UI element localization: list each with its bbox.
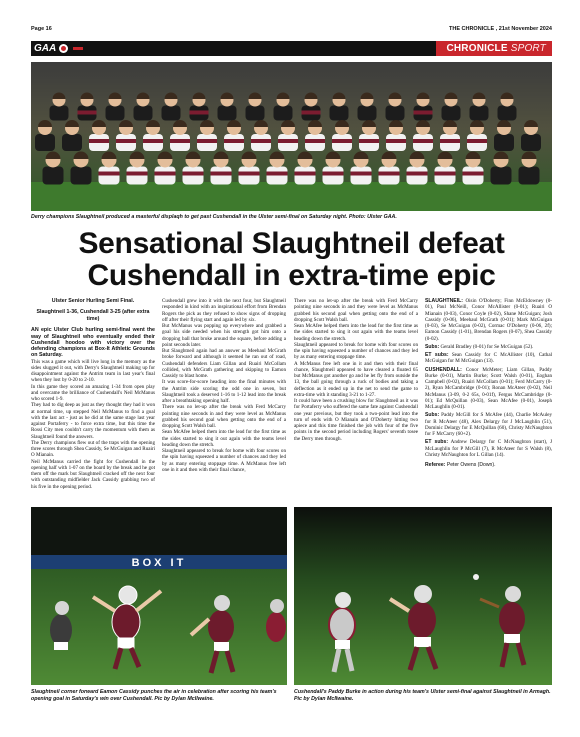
article-paragraph: In this game they scored an amazing 1-34 from open play and overcame the brilliance of Cushendall's Neil McManus who scored 1-9. xyxy=(31,383,155,403)
team-player-figure xyxy=(491,167,512,185)
article-paragraph: It was score-for-score heading into the final minutes with the Antrim side scoring the odd one in seven, but Slaughtneil took a deserved 1-16 to 1-12 lead into the break after a breathtaking opening half. xyxy=(162,379,286,404)
article-paragraph: Sean McAfee helped them into the lead for the first time as the sides started to sing it out again with the teams level heading down the stretch. xyxy=(162,429,286,448)
jersey-band xyxy=(89,139,109,143)
burke-image xyxy=(294,507,552,685)
article-paragraph: But Slaughtneil again had an answer as Meehaul McGrath broke forward and although it seemed he ran out of road, Cushendall defenders Liam Gillan and Ruairi McCollam collided, with McGrath gathering and skipping to Eamon Cassidy to blast home. xyxy=(162,348,286,379)
cushendall-subs xyxy=(425,412,552,437)
jersey-band xyxy=(302,111,321,115)
jersey-band xyxy=(414,111,433,115)
headline-line-1: Sensational Slaughtneil defeat xyxy=(78,227,505,260)
jersey-band xyxy=(435,172,456,176)
team-player-figure xyxy=(470,106,489,121)
burke-caption: Cushendall's Paddy Burke in action during his team's Ulster semi-final against Slaughtneil in Armagh. Pic by Dylan McIlwaine. xyxy=(294,689,551,702)
jersey-band xyxy=(78,111,97,115)
referee-label: Referee: xyxy=(425,462,446,468)
team-photo xyxy=(31,62,552,211)
jersey-band xyxy=(211,172,232,176)
team-player-figure xyxy=(162,106,181,121)
jersey-band xyxy=(278,139,298,143)
jersey-band xyxy=(127,172,148,176)
chronicle-sport-brand xyxy=(436,41,552,56)
team-player-figure xyxy=(494,134,514,151)
kicker: Ulster Senior Hurling Semi Final. xyxy=(51,298,135,304)
jersey-band xyxy=(386,139,406,143)
team-photo-caption: Derry champions Slaughtneil produced a masterful displaqh to get past Cushendall in the Ulster semi-final on Saturday night. Photo: Ulster GAA. xyxy=(31,214,397,220)
brand-main: CHRONICLE xyxy=(446,43,508,54)
page-number: Page 16 xyxy=(31,26,52,32)
lineup-label: SLAUGHTNEIL: xyxy=(425,298,463,304)
jersey-band xyxy=(413,139,433,143)
slaughtneil-subs xyxy=(425,344,552,350)
lineup-players: Oisin O'Doherty; Finn McEldowney (0-01), Paul McNeill, Conor McAllister (0-01); Ruairi O Mianain (0-03), Conor Coyle (0-02), Shane McGuigan; Josh Cassidy (0-06), Meehaul McGrath (0-01); Mark McGuigan (0-03), Se McGuigan (0-02), Cormac O'Doherty (0-06, 2f); Eamon Cassidy (1-01), Brendan Rogers (0-07), Shea Cassidy (0-02). xyxy=(425,298,553,342)
slaughtneil-lineup xyxy=(425,298,552,342)
subs-players: Gerald Bradley (0-01) for Se McGuigan (52). xyxy=(440,343,534,350)
jersey-band xyxy=(467,139,487,143)
article-column-1 xyxy=(31,298,155,490)
article-paragraph: Slaughtneil appeared to break for home with four scores on the spin having squeezed a number of chances and they led by as many entering stoppage time. xyxy=(294,341,418,361)
team-player-figure xyxy=(71,167,92,185)
jersey-band xyxy=(305,139,325,143)
hurl-icon xyxy=(73,47,83,50)
et-subs-players: Andrew Delargy for C McNaughton (start), J McLaughlin for P McGill (7), R McAteer for S Walsh (8), Christy McNaughton for L Gillan (14). xyxy=(425,439,552,458)
article-paragraph: Sean McAfee helped them into the lead for the first time as the sides started to sing it out again with the teams level heading down the stretch. xyxy=(294,323,418,342)
slaughtneil-et-subs xyxy=(425,352,552,365)
jersey-band xyxy=(440,139,460,143)
jersey-band xyxy=(379,172,400,176)
lineup-label: CUSHENDALL: xyxy=(425,366,462,373)
team-player-figure xyxy=(330,106,349,121)
jersey-band xyxy=(295,172,316,176)
cushendall-lineup xyxy=(425,367,552,411)
team-player-figure xyxy=(35,134,55,151)
jersey-band xyxy=(170,139,190,143)
brand-sport: SPORT xyxy=(510,43,546,54)
team-lineups xyxy=(425,298,552,470)
action-photo-celebration xyxy=(31,507,287,685)
article-paragraph: Cushendall grew into it with the next four, but Slaughtneil responded in kind with an inspirational effort from Brendan Rogers the pick as they refused to show signs of dropping off after their flying start and again led by six. xyxy=(162,298,286,323)
lineup-players: Conor McMeter; Liam Gillan, Paddy Burke (0-01), Martin Burke; Scott Walsh (0-01), Eoghan Campbell (0-02), Ruairi McCollam (0-01); Ferd McCarry (0-2), Ryan McCambridge (0-01); Ronan McAteer (0-02), Neil McManus (3-09, 0-2 65s, 0-01f), Fergus McCambridge (0-01); Ed McQuillan (0-03), Sean McAfee (0-01), Joseph McLaughlin (0-01). xyxy=(425,366,552,410)
jersey-band xyxy=(224,139,244,143)
referee-name: Peter Owens (Down). xyxy=(446,462,496,468)
jersey-band xyxy=(332,139,352,143)
team-player-figure xyxy=(358,106,377,121)
team-photo-image xyxy=(31,62,552,211)
masthead: THE CHRONICLE , 21st November 2024 xyxy=(448,26,552,32)
celebration-caption: Slaughtneil corner forward Eamon Cassidy punches the air in celebration after scoring his team's opening goal in Saturday's win over Cushendall. Pic by Dylan McIlwaine. xyxy=(31,689,277,702)
article-paragraph: Slaughtneil appeared to break for home with four scores on the spin having squeezed a number of chances and they led by as many entering stoppage time. A McManus free left one in it and then with their final chance, xyxy=(162,448,286,473)
jersey-band xyxy=(239,172,260,176)
jersey-band xyxy=(351,172,372,176)
jersey-band xyxy=(359,139,379,143)
jersey-band xyxy=(116,139,136,143)
team-player-figure xyxy=(521,134,541,151)
team-player-figure xyxy=(442,106,461,121)
team-player-figure xyxy=(134,106,153,121)
headline-line-2: Cushendall in extra-time epic xyxy=(87,259,496,292)
team-player-figure xyxy=(43,167,64,185)
subs-label: Subs: xyxy=(425,412,440,419)
stadium-board-text: BOX IT xyxy=(131,557,187,569)
article-paragraph: They had to dig deep as just as they thought they had it won at normal time, up stepped Neil McManus to find a goal with the last act - just as he did at the same stage last year against Portaferry - to force extra time, but this time the Rossi City men couldn't carry the momentum with them as Slaughtneil found the answers. xyxy=(31,402,155,440)
et-subs-players: Sean Cassidy for C McAllister (10), Cathal McGuigan for M McGuigan (13). xyxy=(425,352,552,365)
jersey-band xyxy=(197,139,217,143)
jersey-band xyxy=(99,172,120,176)
article-column-2 xyxy=(162,298,286,473)
celebration-image xyxy=(31,507,287,685)
article-paragraph: There was no let-up after the break with Ferd McCarry pointing nine seconds in and they were level as McManus grabbed his second goal when getting onto the end of a dropping Scott Walsh ball. xyxy=(162,404,286,429)
cushendall-et-subs xyxy=(425,439,552,458)
action-photo-burke xyxy=(294,507,552,685)
jersey-band xyxy=(183,172,204,176)
jersey-band xyxy=(463,172,484,176)
sliotar-icon xyxy=(59,44,68,53)
page-header xyxy=(31,24,552,34)
jersey-band xyxy=(323,172,344,176)
subs-players: Paddy McGill for S McAfee (44), Charlie McAuley for R McAteer (48), Alex Delargy for J McLaughlin (51), Dominic Delargy for E McQuillan (60), Christy McNaughton for F McCarry (60+2). xyxy=(425,412,552,437)
team-player-figure xyxy=(386,106,405,121)
jersey-band xyxy=(267,172,288,176)
referee xyxy=(425,462,552,468)
article-paragraph: There was no let-up after the break with Ferd McCarry pointing nine seconds in and they were level as McManus grabbed his second goal when getting onto the end of a dropping Scott Walsh ball. xyxy=(294,298,418,323)
team-player-figure xyxy=(106,106,125,121)
article-paragraph: A McManus free left one in it and then with their final chance, Slaughtneil appeared to have cleared a floated 65 but McManus got another go and he let fly from outside the 13, the ball going through a ruck of bodies and taking a deflection as it ended up in the net to send the game to extra-time with it standing 3-21 to 1-27. xyxy=(294,360,418,398)
team-player-figure xyxy=(519,167,540,185)
team-player-figure xyxy=(246,106,265,121)
article-paragraph: The Derry champions flew out of the traps with the opening three scores through Shea Cassidy, Se McGuigan and Ruairi O Mianain. xyxy=(31,439,155,459)
subs-label: Subs: xyxy=(425,343,440,350)
headline xyxy=(31,228,552,292)
jersey-band xyxy=(190,111,209,115)
et-subs-label: ET subs: xyxy=(425,352,449,358)
jersey-band xyxy=(143,139,163,143)
gaa-label: GAA xyxy=(34,43,57,54)
team-player-figure xyxy=(218,106,237,121)
article-column-3 xyxy=(294,298,418,442)
section-bar xyxy=(31,41,552,56)
article-paragraph: Neil McManus carried the fight for Cushendall in the opening half with 1-07 on the board by the break and he got them off the mark but Slaughtneil cracked off the next four with outstanding midfielder Jack Cassidy grabbing two of his five in the opening period. xyxy=(31,458,155,490)
team-player-figure xyxy=(498,106,517,121)
team-player-figure xyxy=(50,106,69,121)
article-lead: AN epic Ulster Club hurling semi-final went the way of Slaughtneil who eventually ended their Cushendall hoodoo with victory over the defending champions at Box-It Athletic Grounds on Saturday. xyxy=(31,327,155,359)
et-subs-label: ET subs: xyxy=(425,439,449,446)
article-paragraph: It could have been a crushing blow for Slaughtneil as it was for Portaferry who suffered the same fate against Cushendall one year previous, but they took a two-point lead into the turn of ends with O Mianain and O'Doherty hitting two apiece and this time finished the job with four of the five points in the second period including Rogers' seventh tosee the Derry men through. xyxy=(294,398,418,442)
article-paragraph: This was a game which will live long in the memory as the sides slugged it out, with Derry's Slaughtneil making up for disappointment against the Antrim team in last year's final when they lost by 0-20 to 2-10. xyxy=(31,358,155,384)
score-line: Slaughtneil 1-36, Cushendall 3-25 (after extra time) xyxy=(36,309,150,322)
team-player-figure xyxy=(62,134,82,151)
team-player-figure xyxy=(274,106,293,121)
jersey-band xyxy=(407,172,428,176)
jersey-band xyxy=(251,139,271,143)
jersey-band xyxy=(155,172,176,176)
article-paragraph: But McManus was popping up everywhere and grabbed a goal his side needed when his strength got him onto a dropping ball that broke around the square, before adding a point seconds later. xyxy=(162,323,286,348)
gaa-logo xyxy=(34,43,83,54)
